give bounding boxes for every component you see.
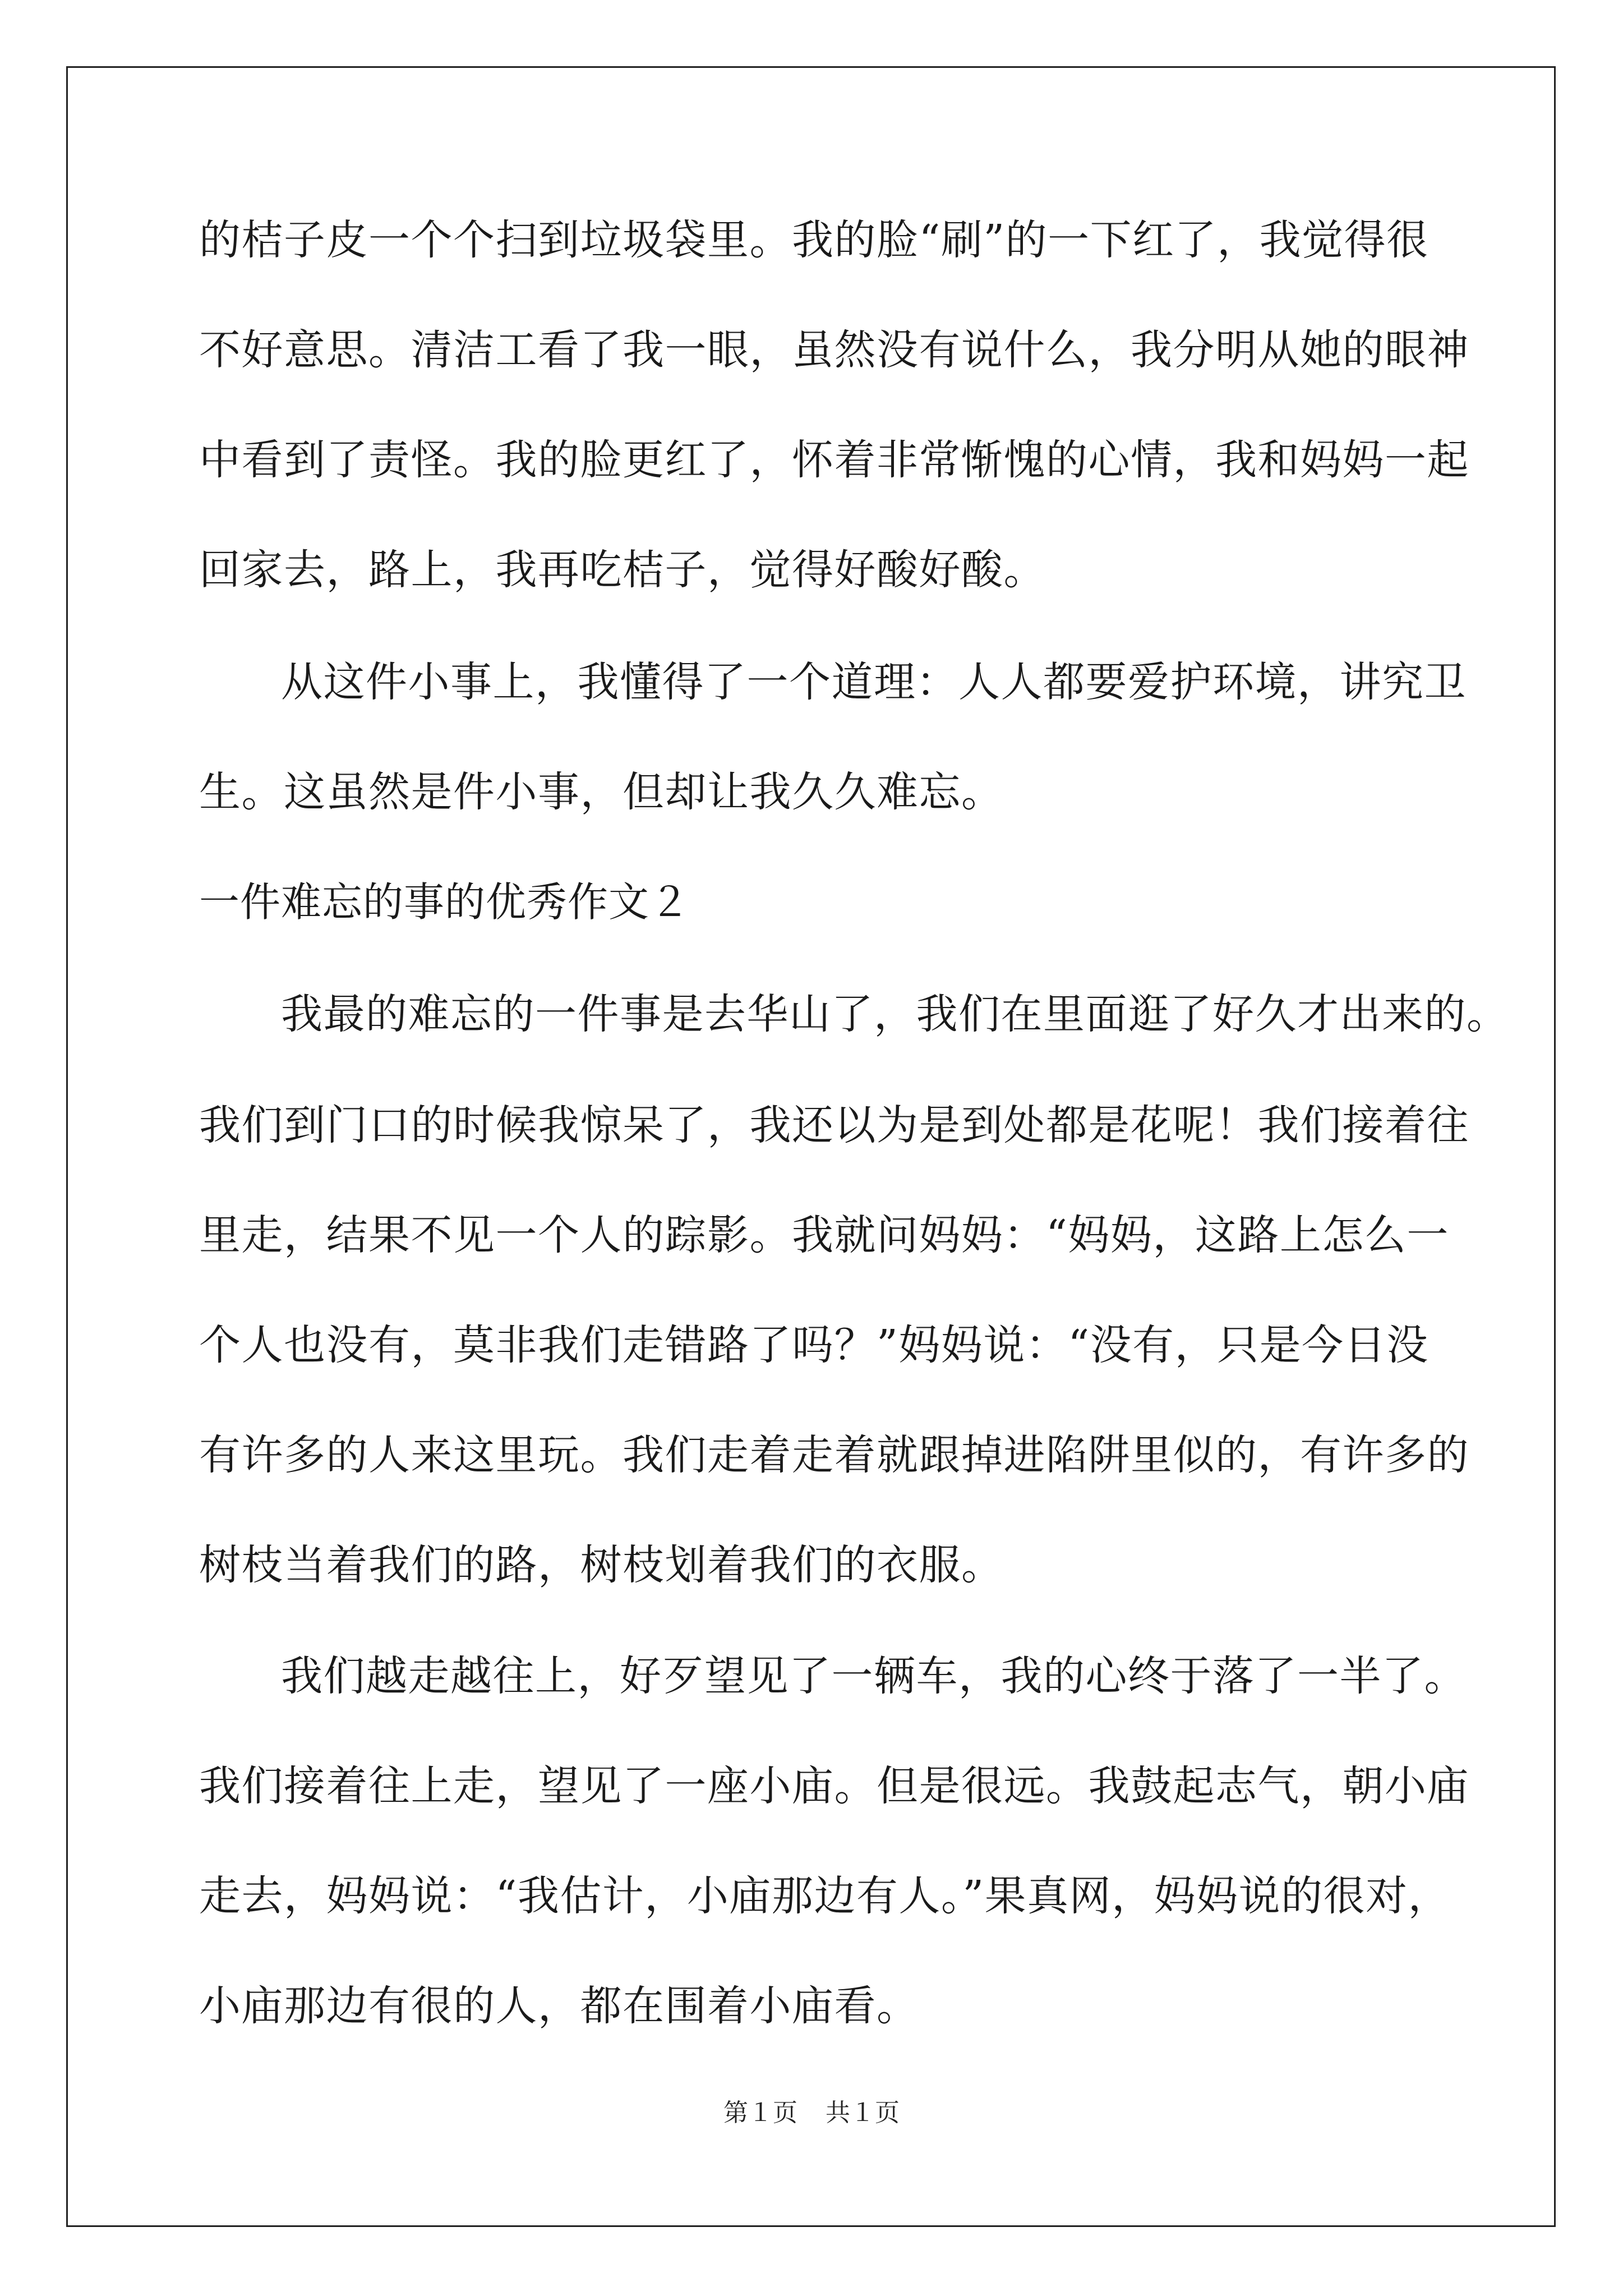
text-line: 的桔子皮一个个扫到垃圾袋里。我的脸“刷”的一下红了，我觉得很: [199, 216, 1429, 264]
text-line: 回家去，路上，我再吃桔子，觉得好酸好酸。: [199, 546, 1046, 594]
page-total: 共１页: [826, 2099, 900, 2127]
essay-heading: 一件难忘的事的优秀作文２: [199, 878, 691, 926]
text-line: 小庙那边有很的人，都在围着小庙看。: [199, 1982, 919, 2030]
page-number: 第１页: [723, 2099, 797, 2127]
paragraph-first-line: 我们越走越往上，好歹望见了一辆车，我的心终于落了一半了。: [281, 1652, 1467, 1700]
text-line: 中看到了责怪。我的脸更红了，怀着非常惭愧的心情，我和妈妈一起: [199, 436, 1469, 484]
text-line: 生。这虽然是件小事，但却让我久久难忘。: [199, 768, 1004, 816]
paragraph-first-line: 我最的难忘的一件事是去华山了，我们在里面逛了好久才出来的。: [281, 990, 1509, 1038]
text-line: 个人也没有，莫非我们走错路了吗？”妈妈说：“没有，只是今日没: [199, 1321, 1429, 1369]
text-line: 我们到门口的时候我惊呆了，我还以为是到处都是花呢！我们接着往: [199, 1101, 1469, 1149]
text-line: 里走，结果不见一个人的踪影。我就问妈妈：“妈妈，这路上怎么一: [199, 1211, 1449, 1259]
page-footer: [0, 2096, 1623, 2130]
text-line: 不好意思。清洁工看了我一眼，虽然没有说什么，我分明从她的眼神: [199, 326, 1469, 374]
text-line: 我们接着往上走，望见了一座小庙。但是很远。我鼓起志气，朝小庙: [199, 1762, 1469, 1810]
paragraph-first-line: 从这件小事上，我懂得了一个道理：人人都要爱护环境，讲究卫: [281, 658, 1467, 706]
text-line: 走去，妈妈说：“我估计，小庙那边有人。”果真网，妈妈说的很对，: [199, 1872, 1451, 1920]
text-line: 树枝当着我们的路，树枝划着我们的衣服。: [199, 1541, 1004, 1589]
text-line: 有许多的人来这里玩。我们走着走着就跟掉进陷阱里似的，有许多的: [199, 1431, 1469, 1479]
